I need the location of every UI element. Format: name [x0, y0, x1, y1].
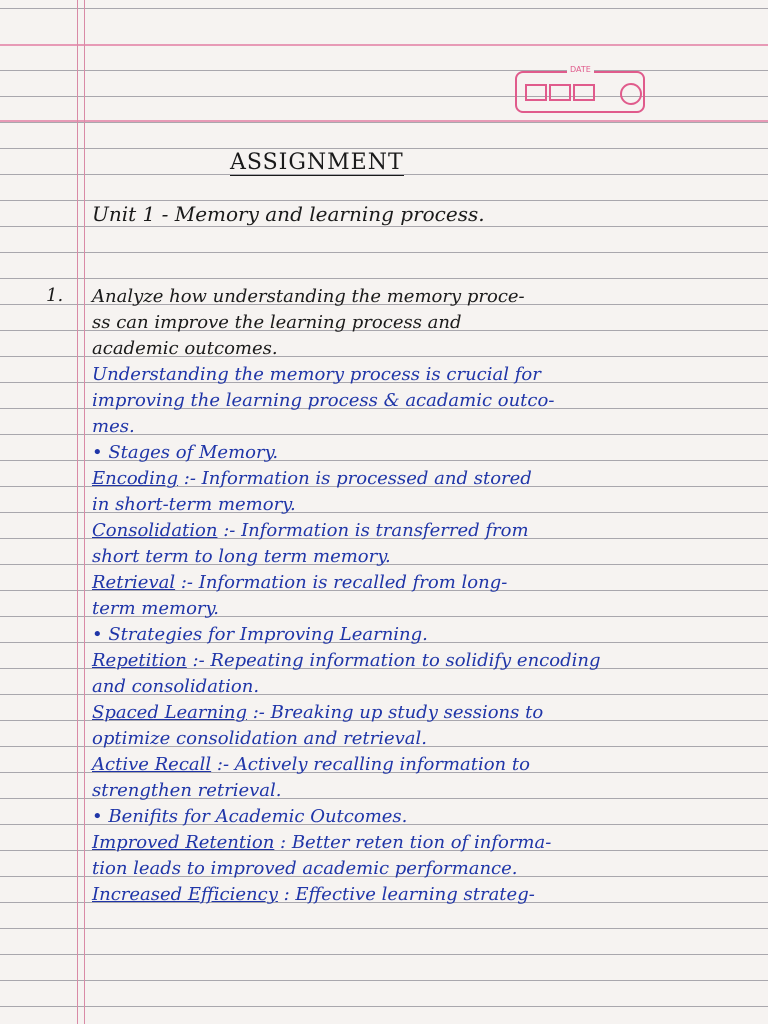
page-title: ASSIGNMENT — [230, 150, 404, 175]
header-rule-lower — [0, 120, 768, 122]
benefit-continuation: tion leads to improved academic performance. — [92, 858, 518, 879]
date-cell — [525, 84, 547, 101]
question-line: ss can improve the learning process and — [92, 312, 462, 333]
strategy-item — [92, 754, 760, 776]
benefit-text: Effective learning strateg- — [295, 884, 535, 905]
benefit-sep: : — [274, 832, 292, 853]
stage-term: Consolidation — [92, 520, 218, 541]
stage-sep: :- — [217, 520, 242, 541]
section-heading-stages: • Stages of Memory. — [92, 442, 279, 463]
benefit-text: Better reten tion of informa- — [291, 832, 552, 853]
strategy-text: Repeating information to solidify encoding — [210, 650, 601, 671]
stage-text: Information is recalled from long- — [198, 572, 508, 593]
strategy-text: Actively recalling information to — [234, 754, 530, 775]
stage-term: Retrieval — [92, 572, 176, 593]
margin-line — [77, 0, 78, 1024]
date-stamp — [515, 65, 645, 113]
strategy-term: Spaced Learning — [92, 702, 247, 723]
question-line: Analyze how understanding the memory proce- — [92, 286, 525, 307]
section-heading-strategies: • Strategies for Improving Learning. — [92, 624, 428, 645]
benefit-item — [92, 884, 760, 906]
strategy-term: Active Recall — [92, 754, 212, 775]
benefit-term: Increased Efficiency — [92, 884, 278, 905]
stage-sep: :- — [178, 468, 202, 489]
strategy-sep: :- — [211, 754, 235, 775]
stage-continuation: term memory. — [92, 598, 220, 619]
stage-continuation: short term to long term memory. — [92, 546, 391, 567]
margin-line — [84, 0, 85, 1024]
stage-text: Information is processed and stored — [201, 468, 532, 489]
question-line: academic outcomes. — [92, 338, 278, 359]
strategy-continuation: optimize consolidation and retrieval. — [92, 728, 427, 749]
stage-item — [92, 468, 760, 490]
strategy-item — [92, 702, 760, 724]
strategy-item — [92, 650, 760, 672]
stage-text: Information is transferred from — [241, 520, 529, 541]
unit-heading: Unit 1 - Memory and learning process. — [92, 202, 485, 226]
benefit-term: Improved Retention — [92, 832, 275, 853]
benefit-sep: : — [277, 884, 296, 905]
stage-item — [92, 572, 760, 594]
strategy-continuation: strengthen retrieval. — [92, 780, 282, 801]
stage-term: Encoding — [92, 468, 179, 489]
stage-continuation: in short-term memory. — [92, 494, 296, 515]
date-label: DATE — [567, 65, 594, 74]
date-cell — [549, 84, 571, 101]
question-number: 1. — [46, 285, 64, 306]
date-cell — [573, 84, 595, 101]
strategy-text: Breaking up study sessions to — [270, 702, 544, 723]
section-heading-benefits: • Benifits for Academic Outcomes. — [92, 806, 408, 827]
strategy-continuation: and consolidation. — [92, 676, 260, 697]
answer-line: improving the learning process & acadamic outco- — [92, 390, 555, 411]
answer-line: mes. — [92, 416, 135, 437]
stage-sep: :- — [175, 572, 199, 593]
stage-item — [92, 520, 760, 542]
benefit-item — [92, 832, 760, 854]
strategy-sep: :- — [246, 702, 271, 723]
answer-line: Understanding the memory process is crucial for — [92, 364, 541, 385]
header-rule — [0, 44, 768, 46]
strategy-sep: :- — [186, 650, 211, 671]
strategy-term: Repetition — [92, 650, 187, 671]
date-knob — [620, 83, 642, 105]
